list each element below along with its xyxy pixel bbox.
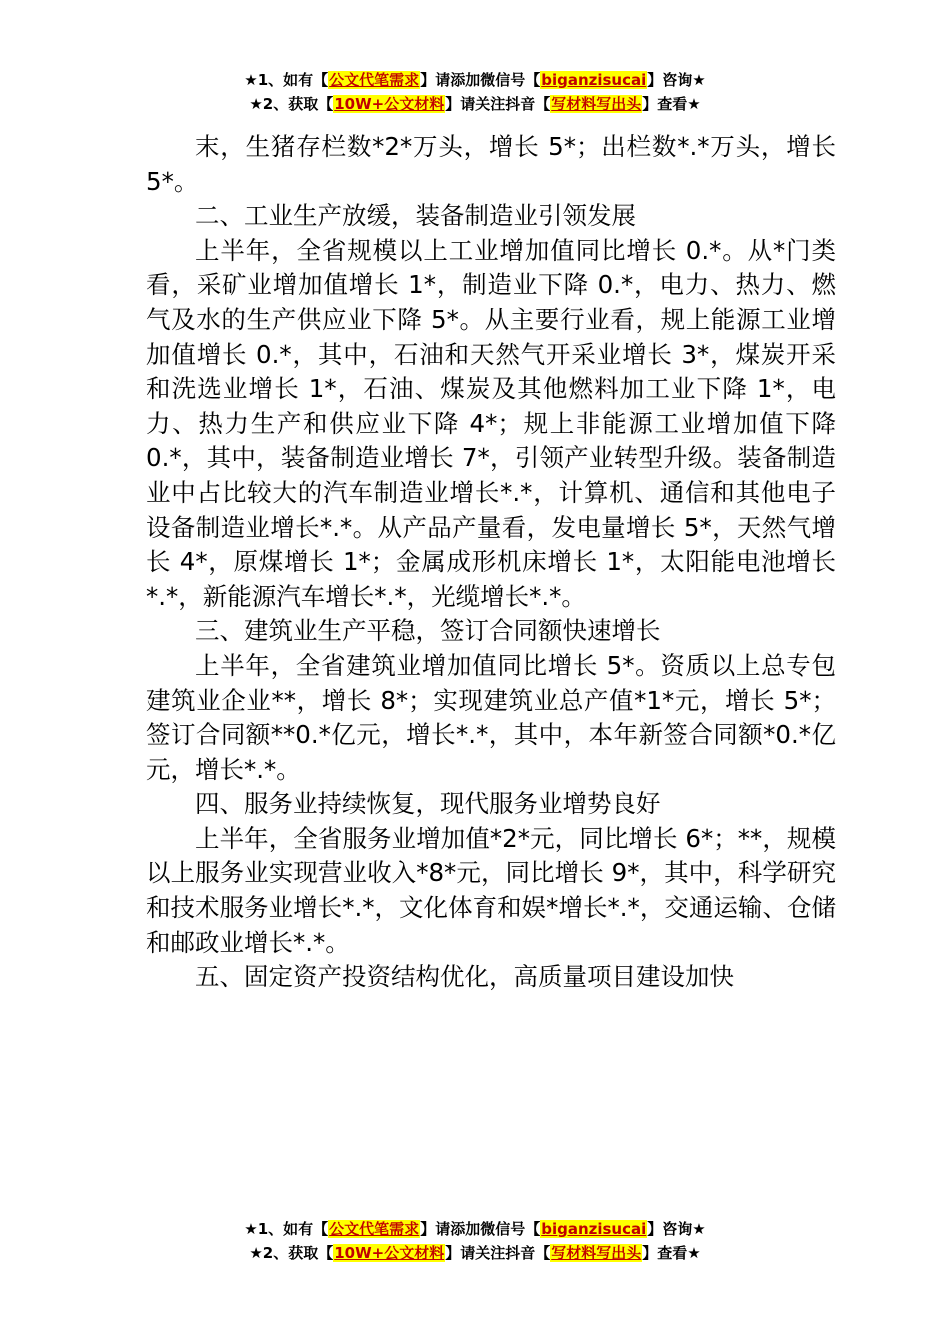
banner-text: 】请添加微信号【 <box>420 71 541 89</box>
banner-line-1 <box>0 1217 950 1241</box>
highlight-materials: 10W+公文材料 <box>334 1244 445 1262</box>
paragraph-livestock: 末，生猪存栏数*2*万头，增长 5*；出栏数*.*万头，增长 5*。 <box>146 132 836 196</box>
highlight-wechat-id: biganzisucai <box>541 71 647 89</box>
highlight-wechat-id: biganzisucai <box>541 1220 647 1238</box>
heading-construction: 三、建筑业生产平稳，签订合同额快速增长 <box>195 616 661 646</box>
heading-investment: 五、固定资产投资结构优化，高质量项目建设加快 <box>195 962 734 992</box>
banner-text: ★1、如有【 <box>244 1220 329 1238</box>
highlight-ghostwriting: 公文代笔需求 <box>329 1220 420 1238</box>
banner-text: 】请添加微信号【 <box>420 1220 541 1238</box>
banner-text: ★1、如有【 <box>244 71 329 89</box>
banner-text: ★2、获取【 <box>249 1244 334 1262</box>
highlight-materials: 10W+公文材料 <box>334 95 445 113</box>
bottom-banner <box>0 1217 950 1265</box>
heading-industry: 二、工业生产放缓，装备制造业引领发展 <box>195 201 636 231</box>
banner-text: 】咨询★ <box>647 1220 706 1238</box>
highlight-ghostwriting: 公文代笔需求 <box>329 71 420 89</box>
banner-line-2 <box>0 1241 950 1265</box>
highlight-douyin: 写材料写出头 <box>551 95 642 113</box>
banner-text: 】请关注抖音【 <box>445 1244 551 1262</box>
paragraph-services: 上半年，全省服务业增加值*2*元，同比增长 6*；**，规模以上服务业实现营业收入*8*元，同比增长 9*，其中，科学研究和技术服务业增长*.*，文化体育和娱*增长*.*，交通运输、仓储和邮政业增长*.*。 <box>146 823 836 957</box>
paragraph-construction: 上半年，全省建筑业增加值同比增长 5*。资质以上总专包建筑业企业**，增长 8*；实现建筑业总产值*1*元，增长 5*；签订合同额**0.*亿元，增长*.*，其中，本年新签合同额*0.*亿元，增长*.*。 <box>146 650 836 784</box>
banner-line-2 <box>0 92 950 116</box>
banner-text: 】查看★ <box>642 1244 701 1262</box>
banner-text: 】查看★ <box>642 95 701 113</box>
banner-text: ★2、获取【 <box>249 95 334 113</box>
highlight-douyin: 写材料写出头 <box>551 1244 642 1262</box>
top-banner <box>0 68 950 116</box>
heading-services: 四、服务业持续恢复，现代服务业增势良好 <box>195 789 661 819</box>
banner-line-1 <box>0 68 950 92</box>
banner-text: 】请关注抖音【 <box>445 95 551 113</box>
paragraph-industry: 上半年，全省规模以上工业增加值同比增长 0.*。从*门类看，采矿业增加值增长 1*，制造业下降 0.*，电力、热力、燃气及水的生产供应业下降 5*。从主要行业看，规上能源工业增加值增长 0.*，其中，石油和天然气开采业增长 3*，煤炭开采和洗选业增长 1*，石油、煤炭及其他燃料加工业下降 1*，电力、热力生产和供应业下降 4*；规上非能源工业增加值下降 0.*，其中，装备制造业增长 7*，引领产业转型升级。装备制造业中占比较大的汽车制造业增长*.*，计算机、通信和其他电子设备制造业增长*.*。从产品产量看，发电量增长 5*，天然气增长 4*，原煤增长 1*；金属成形机床增长 1*，太阳能电池增长*.*，新能源汽车增长*.*，光缆增长*.*。 <box>146 235 836 611</box>
banner-text: 】咨询★ <box>647 71 706 89</box>
document-body <box>146 130 836 995</box>
